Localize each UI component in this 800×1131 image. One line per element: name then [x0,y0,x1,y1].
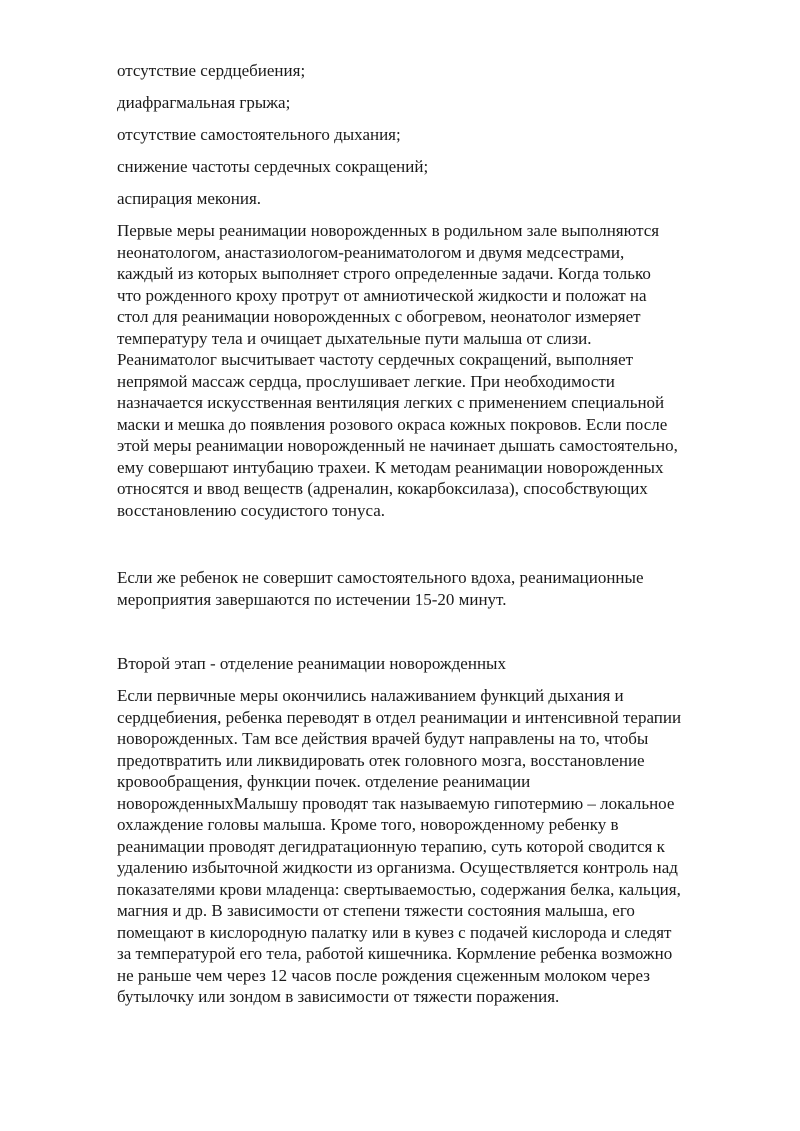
text-line: не раньше чем через 12 часов после рождения сцеженным молоком через [117,965,650,985]
text-line: непрямой массаж сердца, прослушивает легкие. При необходимости [117,371,615,391]
text-line: маски и мешка до появления розового окраса кожных покровов. Если после [117,414,668,434]
text-line: восстановлению сосудистого тонуса. [117,500,386,520]
text-line: кровообращения, функции почек. отделение реанимации [117,772,531,791]
text-line: предотвратить или ликвидировать отек головного мозга, восстановление [117,750,645,770]
text-line: новорожденныхМалышу проводят так называемую гипотермию – локальное [117,793,675,813]
text-line: неонатологом, анастазиологом-реаниматологом и двумя медсестрами, [117,242,625,262]
text-line: охлаждение головы малыша. Кроме того, новорожденному ребенку в [117,815,619,834]
list-item: диафрагмальная грыжа; [117,93,291,112]
list-item: аспирация мекония. [117,189,262,208]
text-line: магния и др. В зависимости от степени тяжести состояния малыша, его [117,901,635,920]
text-line: удалению избыточной жидкости из организма. Осуществляется контроль над [117,858,678,877]
text-line: помещают в кислородную палатку или в кувез с подачей кислорода и следят [117,922,672,942]
section-heading: Второй этап - отделение реанимации новорожденных [117,654,506,673]
text-line: относятся и ввод веществ (адреналин, кокарбоксилаза), способствующих [117,479,648,498]
text-line: сердцебиения, ребенка переводят в отдел реанимации и интенсивной терапии [117,707,682,727]
text-line: Реаниматолог высчитывает частоту сердечных сокращений, выполняет [117,350,634,369]
paragraph-first-measures [117,220,747,521]
text-line: каждый из которых выполняет строго определенные задачи. Когда только [117,264,651,283]
paragraph-second-stage [117,685,747,1008]
text-line: ему совершают интубацию трахеи. К методам реанимации новорожденных [117,457,664,477]
text-line: бутылочку или зондом в зависимости от тяжести поражения. [117,987,560,1006]
text-line: что рожденного кроху протрут от амниотической жидкости и положат на [117,285,647,305]
text-line: Если же ребенок не совершит самостоятельного вдоха, реанимационные [117,568,644,587]
list-item: снижение частоты сердечных сокращений; [117,157,429,176]
text-line: Если первичные меры окончились налаживанием функций дыхания и [117,686,624,705]
text-line: мероприятия завершаются по истечении 15-20 минут. [117,589,507,609]
list-item: отсутствие самостоятельного дыхания; [117,125,401,144]
text-line: этой меры реанимации новорожденный не начинает дышать самостоятельно, [117,436,678,455]
text-line: новорожденных. Там все действия врачей будут направлены на то, чтобы [117,729,649,748]
text-line: назначается искусственная вентиляция легких с применением специальной [117,393,665,412]
text-line: температуру тела и очищает дыхательные пути малыша от слизи. [117,328,592,348]
text-line: стол для реанимации новорожденных с обогревом, неонатолог измеряет [117,307,641,326]
text-line: Первые меры реанимации новорожденных в родильном зале выполняются [117,221,660,240]
paragraph-stop-resuscitation [117,567,747,610]
text-line: реанимации проводят дегидратационную терапию, суть которой сводится к [117,836,665,856]
text-line: показателями крови младенца: свертываемостью, содержания белка, кальция, [117,879,681,899]
list-item: отсутствие сердцебиения; [117,61,306,80]
text-line: за температурой его тела, работой кишечника. Кормление ребенка возможно [117,944,673,963]
